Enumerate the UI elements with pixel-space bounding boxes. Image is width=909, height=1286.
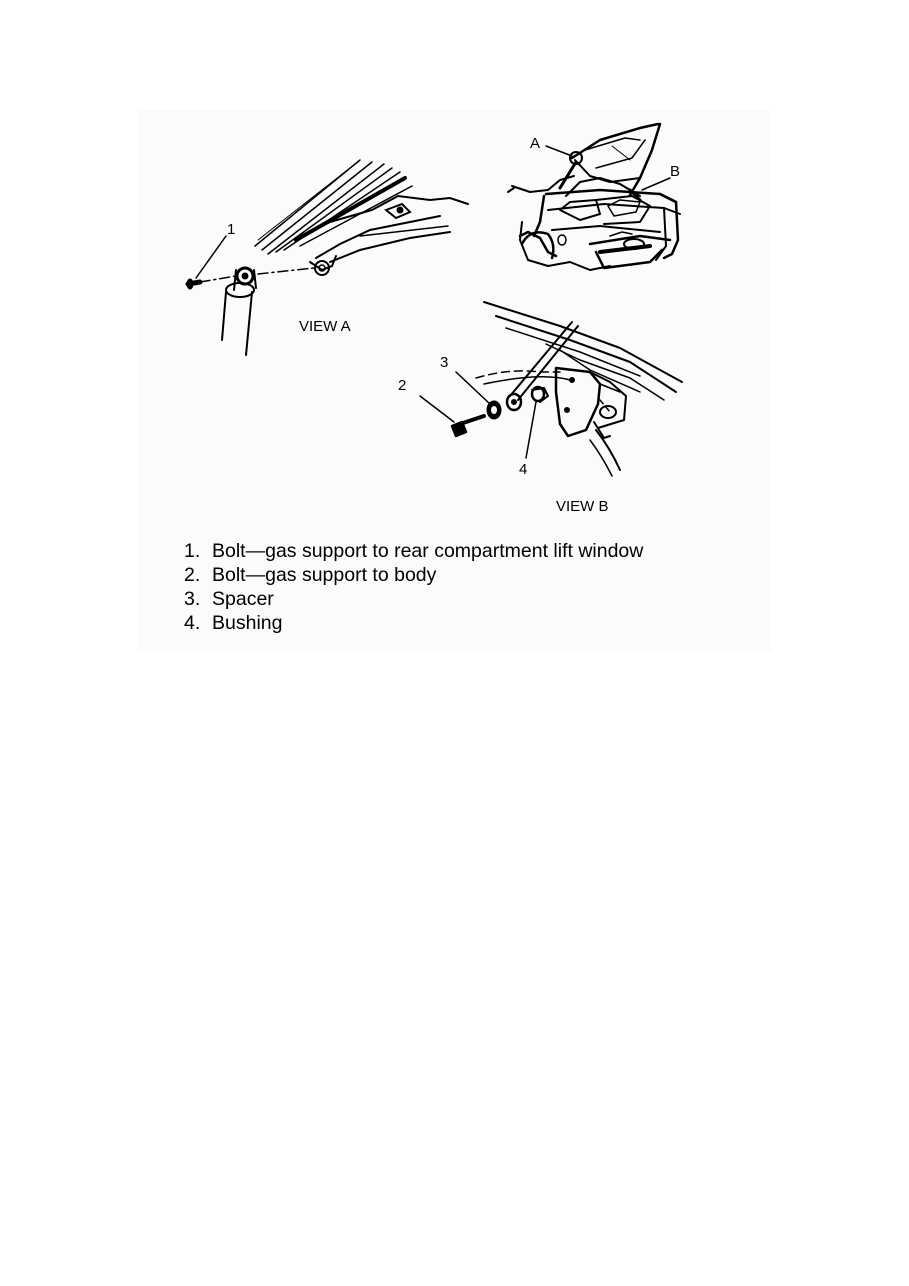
legend-item-text: Bushing bbox=[212, 612, 283, 634]
legend-item-number: 2. bbox=[184, 564, 201, 586]
view-b-illustration bbox=[420, 302, 682, 476]
legend-item bbox=[184, 563, 643, 587]
callout-4: 4 bbox=[519, 461, 528, 478]
callout-1: 1 bbox=[227, 221, 236, 238]
legend-item bbox=[184, 539, 643, 563]
view-a-caption: VIEW A bbox=[299, 318, 351, 335]
legend-item bbox=[184, 587, 643, 611]
legend-item-text: Bolt—gas support to rear compartment lift window bbox=[212, 540, 644, 562]
callout-3: 3 bbox=[440, 354, 449, 371]
legend-item-number: 3. bbox=[184, 588, 201, 610]
legend-item-number: 4. bbox=[184, 612, 201, 634]
legend-item-text: Bolt—gas support to body bbox=[212, 564, 437, 586]
view-b-caption: VIEW B bbox=[556, 498, 609, 515]
legend-item bbox=[184, 611, 643, 635]
callout-b: B bbox=[670, 163, 681, 180]
callout-2: 2 bbox=[398, 377, 407, 394]
callout-a: A bbox=[530, 135, 541, 152]
parts-legend bbox=[184, 539, 643, 635]
legend-item-text: Spacer bbox=[212, 588, 274, 610]
legend-item-number: 1. bbox=[184, 540, 201, 562]
